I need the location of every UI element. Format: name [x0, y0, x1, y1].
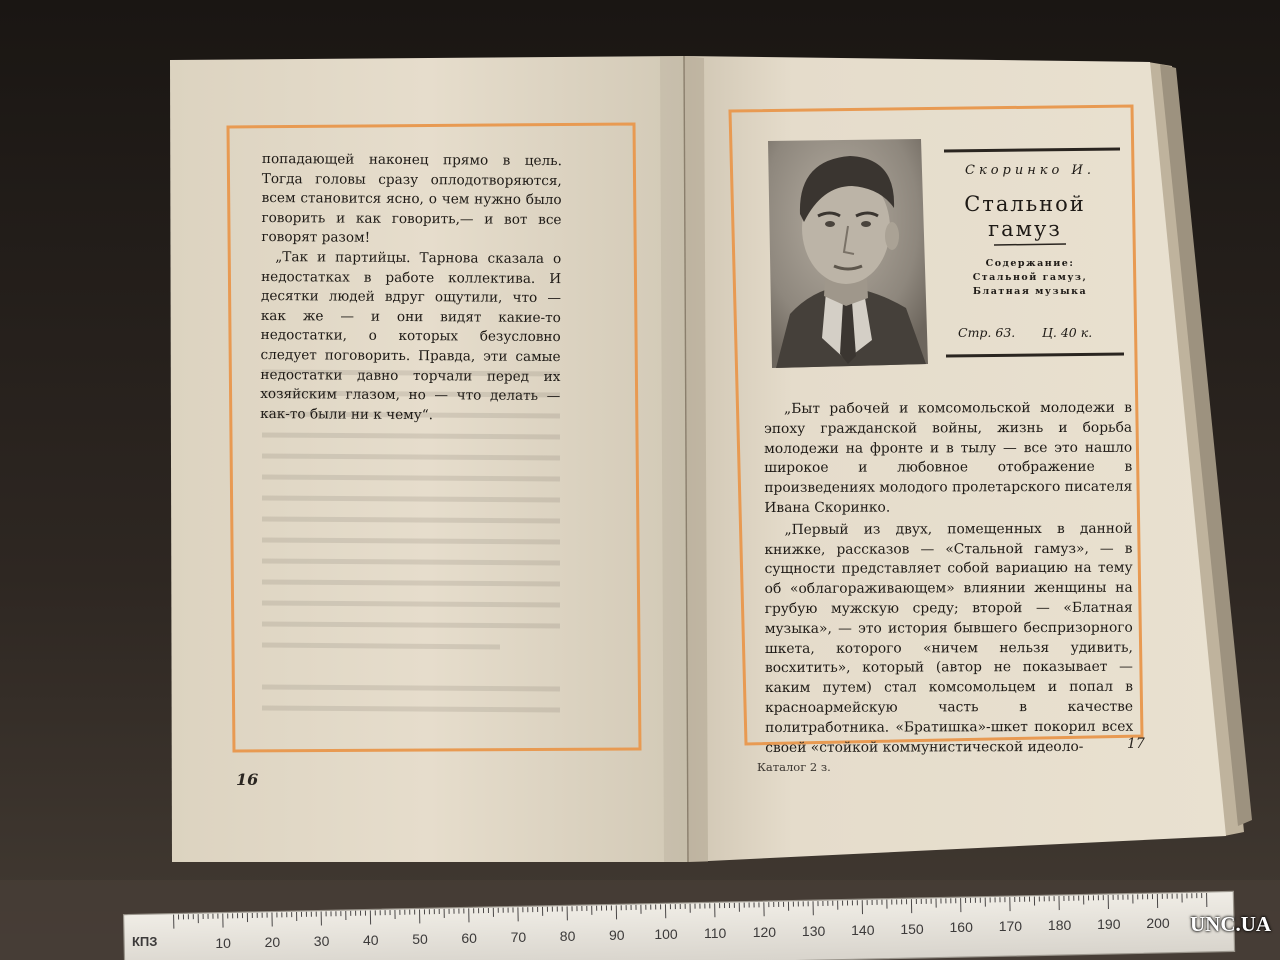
- book-price: Ц. 40 к.: [1042, 325, 1093, 340]
- ruler-label: 30: [313, 932, 330, 949]
- left-paragraph: попадающей наконец прямо в цель. Тогда головы сразу оплодотворяются, всем становится ясно, о чем нужно было говорить и как говорить,— и вот все говорят разом!: [261, 150, 562, 247]
- ruler-label: 60: [461, 929, 477, 946]
- left-page-text: [260, 150, 562, 426]
- printer-signature: Каталог 2 з.: [757, 760, 831, 774]
- ruler-label: 110: [704, 924, 727, 941]
- ruler-label: 100: [654, 925, 678, 942]
- ruler-label: 40: [363, 931, 379, 948]
- ruler-label: 50: [412, 930, 428, 947]
- book-title: Стальной гамуз: [964, 192, 1086, 241]
- ruler-label: 160: [949, 919, 973, 936]
- book-contents: Содержание: Стальной гамуз, Блатная музыка: [972, 258, 1088, 297]
- ruler-label: 80: [559, 927, 576, 944]
- watermark: UNC.UA: [1190, 912, 1272, 936]
- ruler-label: 130: [801, 922, 826, 939]
- info-bottom-rule: [946, 354, 1124, 356]
- right-paragraph: „Быт рабочей и комсомольской молодежи в эпоху гражданской войны, жизнь и борьба молодежи на фронте и в тылу — все это нашло широкое и любовное отображение в произведениях молодого пролетарского писателя Ивана Скоринко.: [764, 399, 1133, 516]
- book-author: Скоринко И.: [965, 163, 1095, 178]
- ruler-label: 150: [900, 920, 924, 937]
- ruler-label: 140: [851, 921, 875, 938]
- ruler-label: 70: [510, 928, 527, 945]
- gutter-shadow-left: [660, 56, 688, 862]
- author-portrait: [768, 139, 928, 368]
- left-paragraph: „Так и партийцы. Тарнова сказала о недостатках в работе коллектива. И десятки людей вдруг ощутили, что — как же — и они видят какие-то недостатки, о которых безусловно следует поговорить. Правда, эти самые недостатки давно торчали перед их хозяйским глазом, но — что делать — как-то были ни к чему“.: [260, 249, 562, 423]
- right-page-text: [764, 399, 1133, 759]
- right-paragraph: „Первый из двух, помещенных в данной книжке, рассказов — «Стальной гамуз», — в сущности представляет собой вариацию на тему об «облагораживающем» влиянии женщины на грубую мужскую среду; второй — «Блатная музыка», — это история бывшего беспризорного шкета, которого «ничем нельзя удивить, восхитить», который (автор не показывает — каким путем) стал комсомольцем и попал в красноармейскую часть в качестве политработника. «Братишка»-шкет покорил всех своей «стойкой коммунистической идеоло-: [764, 520, 1134, 756]
- ruler-label: 180: [1047, 917, 1072, 934]
- info-title-underline: [994, 244, 1066, 245]
- ruler-label: 10: [215, 934, 231, 951]
- ruler-label: 20: [264, 933, 281, 950]
- left-page-number: 16: [236, 770, 259, 789]
- info-top-rule: [944, 149, 1120, 151]
- ruler-label: 90: [609, 926, 625, 943]
- right-page-number: 17: [1127, 736, 1145, 752]
- ruler-label: 120: [752, 923, 777, 940]
- ruler-label: 170: [998, 918, 1023, 935]
- ruler-label: 190: [1097, 916, 1121, 933]
- ruler-brand: КПЗ: [132, 934, 158, 949]
- book-page-count: Стр. 63.: [958, 325, 1016, 340]
- ruler-label: 200: [1146, 915, 1170, 932]
